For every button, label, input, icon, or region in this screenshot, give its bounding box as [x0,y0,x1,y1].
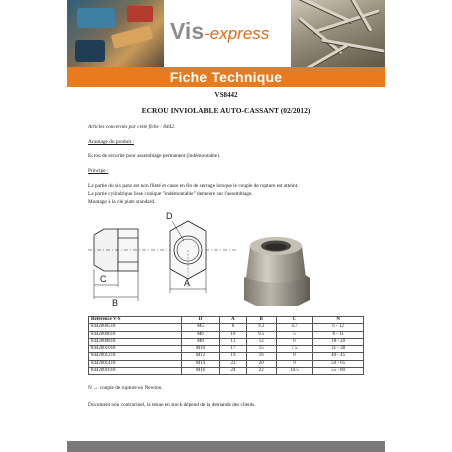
table-cell: 50 - 65 [313,360,364,367]
table-cell: 15 [246,346,276,353]
table-row [89,324,364,331]
header-cell: D [181,317,219,324]
table-cell: M6 [181,331,219,338]
header-cell: N [313,317,364,324]
table-cell: 4.7 [276,324,313,331]
table-cell: 55 - 80 [313,368,364,375]
table-cell: 6 - 12 [313,324,364,331]
table-cell: 8442001418 [89,360,182,367]
table-cell: 9 [276,360,313,367]
screws-photo [291,0,385,67]
table-cell: M8 [181,338,219,345]
disclaimer: Document non contractuel, la tenue en stock dépend de la demande des clients. [88,402,256,408]
header-cell: A [220,317,247,324]
table-cell: 7.5 [276,346,313,353]
table-cell: 16 [246,353,276,360]
principe-line: La partie du six pans est non fileté et casse en fin de serrage lorsque le couple de rupture est atteint. [88,183,299,189]
header-cell: B [246,317,276,324]
table-cell: M16 [181,368,219,375]
table-row [89,338,364,345]
articles-intro: Articles concernés par cette fiche : 8442. [88,124,176,130]
header-cell: C [276,317,313,324]
table-row [89,331,364,338]
label-d: D [166,211,173,221]
table-cell: 22 [220,360,247,367]
table-cell: 17 [220,346,247,353]
avantage-heading: Avantage du produit : [88,139,134,145]
table-cell: 8442001018 [89,346,182,353]
footer-bar [67,441,385,452]
table-cell: 24 [220,368,247,375]
principe-line: Montage à la clé plate standard. [88,199,156,205]
banner-title: Fiche Technique [169,69,283,85]
label-a: A [184,278,191,288]
vis-express-logo [170,18,269,45]
table-cell: 9.5 [246,331,276,338]
table-cell: 19 [220,353,247,360]
table-cell: 12 [246,338,276,345]
table-cell: 8442001218 [89,353,182,360]
logo-suffix-text: -express [204,24,270,43]
product-reference: VS8442 [214,91,238,99]
header-cell: Référence V-S [89,317,182,324]
label-b: B [112,298,119,307]
table-cell: 10.5 [276,368,313,375]
table-cell: M10 [181,346,219,353]
table-cell: 22 [246,368,276,375]
table-row [89,360,364,367]
table-cell: 5 [276,331,313,338]
table-cell: M14 [181,360,219,367]
principe-heading: Principe : [88,168,109,174]
table-cell: 13 [220,338,247,345]
dimensions-table [88,316,364,375]
torque-note: N → couple de rupture en Newton. [88,385,163,391]
logo-area [164,0,291,67]
table-cell: 40 - 45 [313,353,364,360]
table-cell: 9.2 [246,324,276,331]
table-cell: 18 - 20 [313,338,364,345]
table-cell: 8 - 11 [313,331,364,338]
label-c: C [100,274,107,284]
table-cell: 8 [276,353,313,360]
table-cell: 8 [220,324,247,331]
header [67,0,385,67]
table-cell: 31 - 38 [313,346,364,353]
table-cell: M12 [181,353,219,360]
table-cell: 6 [276,338,313,345]
table-cell: 10 [220,331,247,338]
table-cell: 8442000618 [89,331,182,338]
table-cell: 8442001618 [89,368,182,375]
table-cell: 8442000518 [89,324,182,331]
nut-product-photo [236,228,316,308]
table-row [89,346,364,353]
document-title: ECROU INVIOLABLE AUTO-CASSANT (02/2012) [141,106,311,115]
logo-main-text: Vis [170,18,205,44]
nut-technical-drawing [88,207,238,307]
table-header-row [89,317,364,324]
fiche-technique-banner [67,67,385,87]
avantage-text: Ecrou de sécurité pour assemblage permanent (indémontable). [88,153,221,159]
table-cell: 20 [246,360,276,367]
table-cell: M5 [181,324,219,331]
principe-line: La partie cylindrique lisse conique "indémontable" demeure sur l'assemblage. [88,191,253,197]
tools-photo [67,0,164,67]
table-row [89,368,364,375]
table-row [89,353,364,360]
table-cell: 8442000818 [89,338,182,345]
